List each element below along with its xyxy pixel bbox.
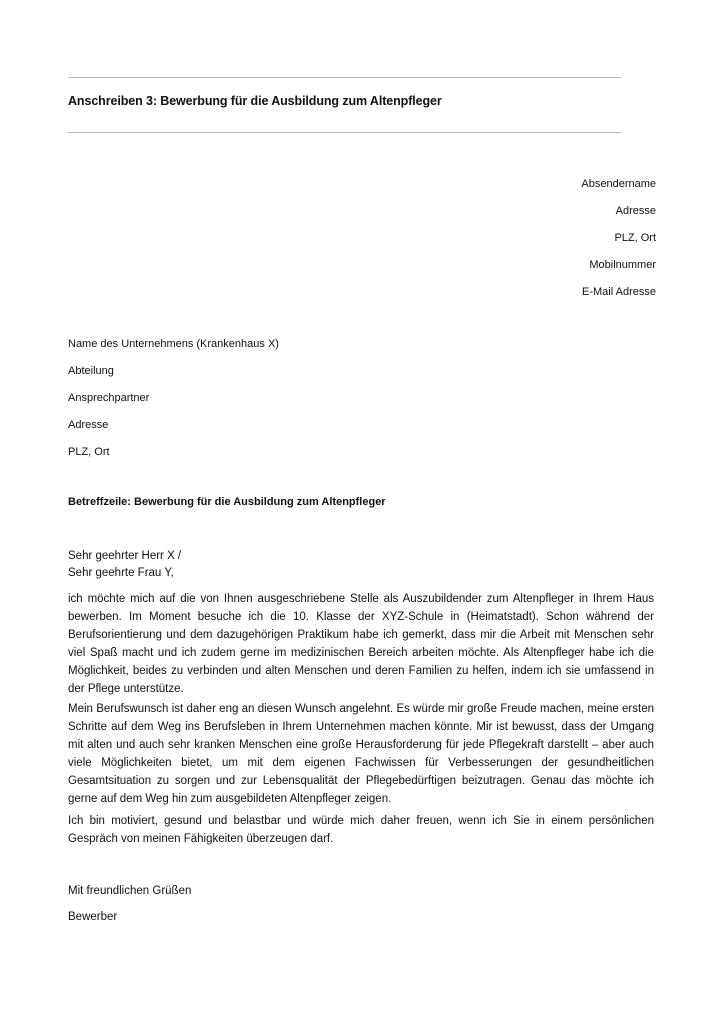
salutation-line-2: Sehr geehrte Frau Y, <box>68 566 174 579</box>
sender-address: Adresse <box>615 205 656 217</box>
salutation-line-1: Sehr geehrter Herr X / <box>68 550 182 562</box>
sender-block <box>581 177 656 312</box>
document-title: Anschreiben 3: Bewerbung für die Ausbildung zum Altenpfleger <box>68 94 442 108</box>
subject-line: Betreffzeile: Bewerbung für die Ausbildung zum Altenpfleger <box>68 496 386 508</box>
recipient-city: PLZ, Ort <box>68 446 110 458</box>
salutation <box>68 548 181 581</box>
recipient-contact: Ansprechpartner <box>68 392 150 404</box>
recipient-company: Name des Unternehmens (Krankenhaus X) <box>68 338 279 350</box>
closing-block <box>68 883 191 935</box>
sender-phone: Mobilnummer <box>589 259 656 271</box>
signature: Bewerber <box>68 911 118 923</box>
body-paragraph-1: ich möchte mich auf die von Ihnen ausgeschriebene Stelle als Auszubildender zum Altenpfleger in Ihrem Haus bewerben. Im Moment besuche ich die 10. Klasse der XYZ-Schule in (Heimatstadt). Schon während der Berufsorientierung und dem dazugehörigen Praktikum habe ich gemerkt, dass mir die Arbeit mit Menschen sehr viel Spaß macht und ich zudem gerne im medizinischen Bereich arbeiten möchte. Als Altenpfleger habe ich die Möglichkeit, beides zu verbinden und alten Menschen und deren Familien zu helfen, indem ich sie umfassend in der Pflege unterstütze. <box>68 593 654 695</box>
recipient-block <box>68 337 279 472</box>
recipient-department: Abteilung <box>68 365 114 377</box>
bottom-divider <box>68 132 621 133</box>
recipient-address: Adresse <box>68 419 109 431</box>
body-paragraph-2: Mein Berufswunsch ist daher eng an diesen Wunsch angelehnt. Es würde mir große Freude machen, meine ersten Schritte auf dem Weg ins Berufsleben in Ihrem Unternehmen machen könnte. Mir ist bewusst, dass der Umgang mit alten und auch sehr kranken Menschen eine große Herausforderung für jede Pflegekraft darstellt – aber auch viele Möglichkeiten bietet, um mit dem eigenen Fachwissen für Verbesserungen der gesundheitlichen Gesamtsituation zu sorgen und zur Lebensqualität der Pflegebedürftigen beizutragen. Genau das möchte ich gerne auf dem Weg hin zum ausgebildeten Altenpfleger zeigen. <box>68 703 654 805</box>
closing-phrase: Mit freundlichen Grüßen <box>68 885 192 897</box>
body-paragraph-3: Ich bin motiviert, gesund und belastbar und würde mich daher freuen, wenn ich Sie in einem persönlichen Gespräch von meinen Fähigkeiten überzeugen darf. <box>68 815 654 845</box>
sender-city: PLZ, Ort <box>614 232 656 244</box>
sender-name: Absendername <box>581 178 656 190</box>
sender-email: E-Mail Adresse <box>582 286 656 298</box>
top-divider <box>68 77 621 78</box>
